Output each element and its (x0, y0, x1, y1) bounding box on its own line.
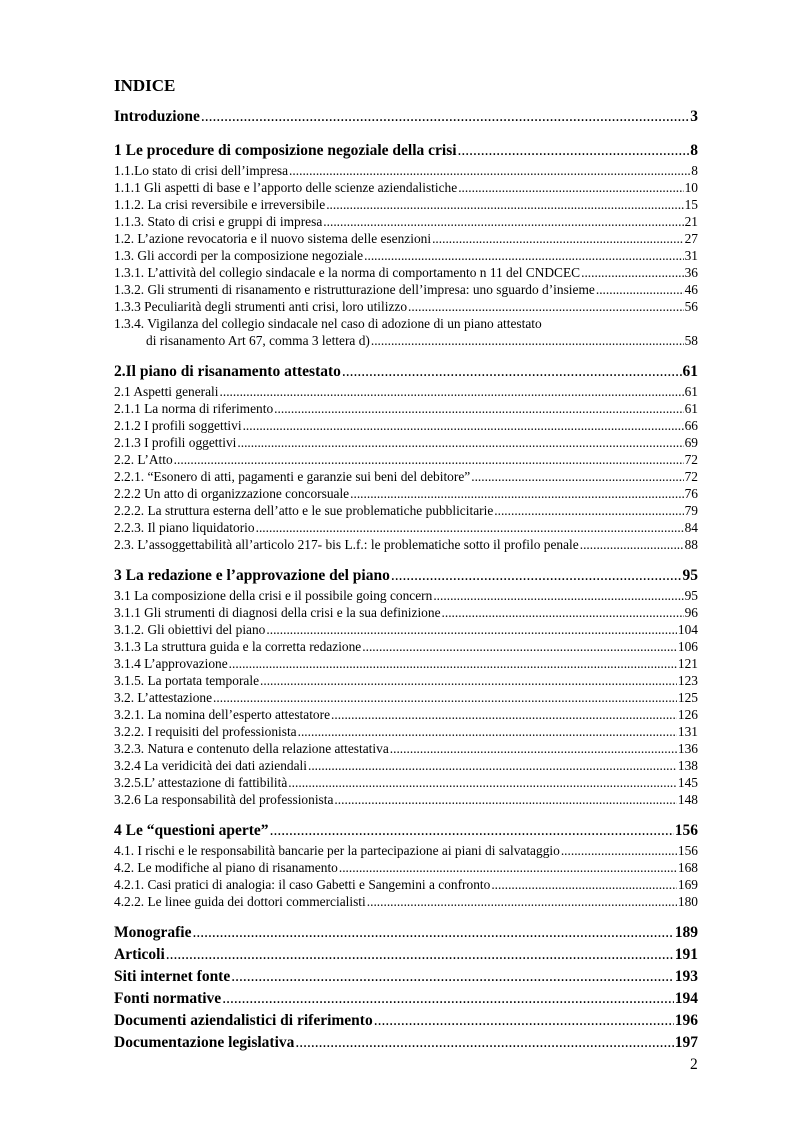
toc-section-entry (114, 213, 698, 230)
toc-chapter-entry (114, 565, 698, 587)
toc-entry-page: 189 (674, 924, 698, 941)
toc-entry-page: 84 (684, 520, 698, 535)
toc-section-entry (114, 723, 698, 740)
index-heading: INDICE (114, 76, 176, 95)
toc-entry-label: 2.1 Aspetti generali (114, 384, 219, 399)
toc-entry-page: 56 (684, 299, 698, 314)
toc-chapter-entry (114, 922, 698, 944)
toc-section-entry (114, 655, 698, 672)
dot-leader (243, 417, 684, 434)
toc-entry-page: 79 (684, 503, 698, 518)
toc-section-entry (114, 638, 698, 655)
toc-section-entry (114, 536, 698, 553)
dot-leader (364, 247, 683, 264)
toc-entry-label: 3.2.6 La responsabilità del professionista (114, 792, 334, 807)
dot-leader (491, 876, 677, 893)
toc-entry-label: 3.2.4 La veridicità dei dati aziendali (114, 758, 307, 773)
toc-entry-label: 1.1.2. La crisi reversibile e irreversibile (114, 197, 326, 212)
toc-entry-label: Monografie (114, 924, 192, 941)
dot-leader (494, 502, 683, 519)
toc-entry-page: 136 (677, 741, 698, 756)
dot-leader (308, 757, 677, 774)
toc-section-entry (114, 706, 698, 723)
toc-entry-page: 148 (677, 792, 698, 807)
toc-entry-label: 1.1.3. Stato di crisi e gruppi di impresa (114, 214, 323, 229)
dot-leader (220, 383, 684, 400)
section-spacer (114, 553, 698, 565)
toc-section-entry (114, 332, 698, 349)
toc-entry-page: 72 (684, 469, 698, 484)
toc-entry-page: 36 (684, 265, 698, 280)
toc-section-entry (114, 281, 698, 298)
toc-entry-label: 3.2.2. I requisiti del professionista (114, 724, 297, 739)
toc-entry-page: 126 (677, 707, 698, 722)
toc-entry-page: 145 (677, 775, 698, 790)
dot-leader (561, 842, 677, 859)
dot-leader (260, 672, 677, 689)
toc-entry-page: 125 (677, 690, 698, 705)
toc-entry-label: 4.2. Le modifiche al piano di risanamento (114, 860, 338, 875)
toc-entry-page: 106 (677, 639, 698, 654)
toc-section-entry (114, 196, 698, 213)
toc-entry-label: 1.3.1. L’attività del collegio sindacale e la norma di comportamento n 11 del CNDCEC (114, 265, 581, 280)
toc-entry-label: 1.3.2. Gli strumenti di risanamento e ristrutturazione dell’impresa: uno sguardo d’insieme (114, 282, 595, 297)
toc-section-entry (114, 179, 698, 196)
dot-leader (174, 451, 684, 468)
dot-leader (408, 298, 684, 315)
toc-entry-page: 123 (677, 673, 698, 688)
dot-leader (289, 162, 690, 179)
dot-leader (596, 281, 684, 298)
toc-entry-label: 1 Le procedure di composizione negoziale della crisi (114, 142, 457, 159)
toc-entry-page: 3 (690, 108, 698, 125)
toc-entry-label: 4.2.2. Le linee guida dei dottori commercialisti (114, 894, 366, 909)
toc-entry-page: 131 (677, 724, 698, 739)
dot-leader (458, 179, 683, 196)
toc-entry-label: Siti internet fonte (114, 968, 231, 985)
toc-section-entry (114, 842, 698, 859)
toc-entry-label: 1.2. L’azione revocatoria e il nuovo sistema delle esenzioni (114, 231, 432, 246)
toc-entry-page: 96 (684, 605, 698, 620)
toc-entry-label: di risanamento Art 67, comma 3 lettera d) (146, 333, 370, 348)
toc-section-entry (114, 672, 698, 689)
toc-entry-label: 4.1. I rischi e le responsabilità bancarie per la partecipazione ai piani di salvataggio (114, 843, 560, 858)
dot-leader (192, 922, 673, 944)
dot-leader (442, 604, 684, 621)
page-number: 2 (690, 1056, 698, 1073)
toc-entry-page: 88 (684, 537, 698, 552)
toc-entry-label: 2.2.2 Un atto di organizzazione concorsuale (114, 486, 350, 501)
toc-entry-page: 31 (684, 248, 698, 263)
dot-leader (166, 944, 674, 966)
toc-entry-page: 15 (684, 197, 698, 212)
dot-leader (288, 774, 677, 791)
toc-section-entry (114, 757, 698, 774)
toc-section-entry (114, 876, 698, 893)
section-spacer (114, 808, 698, 820)
toc-entry-page: 196 (674, 1012, 698, 1029)
toc-section-entry (114, 604, 698, 621)
toc-entry-label: Introduzione (114, 108, 200, 125)
toc-entry-page: 104 (677, 622, 698, 637)
dot-leader (266, 621, 677, 638)
toc-section-entry (114, 400, 698, 417)
dot-leader (237, 434, 683, 451)
dot-leader (580, 536, 684, 553)
toc-chapter-entry (114, 944, 698, 966)
dot-leader (390, 740, 677, 757)
toc-section-entry (114, 859, 698, 876)
section-spacer (114, 128, 698, 140)
toc-entry-page: 138 (677, 758, 698, 773)
toc-section-entry (114, 621, 698, 638)
toc-entry-label: 1.3.3 Peculiarità degli strumenti anti crisi, loro utilizzo (114, 299, 408, 314)
dot-leader (298, 723, 677, 740)
toc-entry-page: 61 (684, 401, 698, 416)
toc-section-entry (114, 247, 698, 264)
toc-entry-page: 95 (684, 588, 698, 603)
toc-section-entry (114, 587, 698, 604)
dot-leader (231, 966, 674, 988)
toc-entry-page: 72 (684, 452, 698, 467)
toc-section-entry (114, 519, 698, 536)
dot-leader (367, 893, 677, 910)
toc-section-entry (114, 791, 698, 808)
toc-entry-label: 3.1.3 La struttura guida e la corretta redazione (114, 639, 362, 654)
dot-leader (362, 638, 677, 655)
toc-entry-page: 46 (684, 282, 698, 297)
toc-entry-page: 180 (677, 894, 698, 909)
toc-section-entry (114, 893, 698, 910)
toc-section-entry (114, 383, 698, 400)
toc-chapter-entry (114, 820, 698, 842)
dot-leader (371, 332, 684, 349)
toc-entry-page: 8 (691, 163, 698, 178)
dot-leader (201, 106, 689, 128)
toc-entry-label: 2.3. L’assoggettabilità all’articolo 217- bis L.f.: le problematiche sotto il profilo penale (114, 537, 579, 552)
toc-entry-label: 2.2.3. Il piano liquidatorio (114, 520, 255, 535)
toc-section-entry (114, 434, 698, 451)
toc-entry-label: 3.1.4 L’approvazione (114, 656, 228, 671)
toc-section-entry (114, 740, 698, 757)
toc-entry-label: 3.2.3. Natura e contenuto della relazione attestativa (114, 741, 389, 756)
dot-leader (270, 820, 674, 842)
toc-entry-label: 4.2.1. Casi pratici di analogia: il caso Gabetti e Sangemini a confronto (114, 877, 491, 892)
toc-entry-label: Documentazione legislativa (114, 1034, 295, 1051)
dot-leader (342, 361, 682, 383)
toc-entry-page: 193 (674, 968, 698, 985)
table-of-contents (114, 106, 698, 1054)
toc-entry-label: 2.Il piano di risanamento attestato (114, 363, 341, 380)
toc-entry-label: 2.2. L’Atto (114, 452, 173, 467)
toc-section-entry (114, 230, 698, 247)
toc-entry-label: Articoli (114, 946, 165, 963)
toc-entry-page: 121 (677, 656, 698, 671)
dot-leader (222, 988, 674, 1010)
toc-chapter-entry (114, 1032, 698, 1054)
dot-leader (229, 655, 677, 672)
toc-chapter-entry (114, 361, 698, 383)
dot-leader (374, 1010, 674, 1032)
toc-entry-page: 197 (674, 1034, 698, 1051)
toc-entry-page: 10 (684, 180, 698, 195)
toc-entry-page: 169 (677, 877, 698, 892)
dot-leader (458, 140, 690, 162)
toc-entry-page: 194 (674, 990, 698, 1007)
toc-entry-label: 3.1.1 Gli strumenti di diagnosi della crisi e la sua definizione (114, 605, 441, 620)
toc-section-entry (114, 417, 698, 434)
section-spacer (114, 349, 698, 361)
toc-entry-label: 1.3. Gli accordi per la composizione negoziale (114, 248, 364, 263)
toc-entry-page: 156 (677, 843, 698, 858)
toc-entry-page: 95 (682, 567, 698, 584)
toc-entry-page: 61 (684, 384, 698, 399)
toc-entry-label: 3.2. L’attestazione (114, 690, 213, 705)
toc-entry-label: 3.1.2. Gli obiettivi del piano (114, 622, 266, 637)
toc-section-entry (114, 502, 698, 519)
toc-entry-label: 2.2.2. La struttura esterna dell’atto e le sue problematiche pubblicitarie (114, 503, 494, 518)
toc-entry-page: 69 (684, 435, 698, 450)
dot-leader (295, 1032, 673, 1054)
toc-section-entry (114, 774, 698, 791)
section-spacer (114, 910, 698, 922)
toc-entry-label: 3.2.5.L’ attestazione di fattibilità (114, 775, 288, 790)
toc-entry-label: 1.1.Lo stato di crisi dell’impresa (114, 163, 289, 178)
toc-chapter-entry (114, 1010, 698, 1032)
dot-leader (432, 230, 684, 247)
toc-chapter-entry (114, 106, 698, 128)
dot-leader (581, 264, 684, 281)
toc-entry-label: Fonti normative (114, 990, 222, 1007)
toc-section-entry (114, 298, 698, 315)
toc-section-entry (114, 485, 698, 502)
toc-entry-label: 2.1.2 I profili soggettivi (114, 418, 242, 433)
toc-entry-page: 156 (674, 822, 698, 839)
toc-entry-label: 3.1.5. La portata temporale (114, 673, 260, 688)
dot-leader (391, 565, 682, 587)
toc-entry-page: 58 (684, 333, 698, 348)
dot-leader (323, 213, 683, 230)
toc-chapter-entry (114, 966, 698, 988)
toc-entry-label: 2.1.1 La norma di riferimento (114, 401, 274, 416)
toc-entry-page: 66 (684, 418, 698, 433)
dot-leader (256, 519, 684, 536)
toc-entry-page: 76 (684, 486, 698, 501)
toc-entry-label: Documenti aziendalistici di riferimento (114, 1012, 373, 1029)
toc-section-entry (114, 162, 698, 179)
toc-entry-page: 191 (674, 946, 698, 963)
toc-entry-page: 168 (677, 860, 698, 875)
toc-entry-label: 3.1 La composizione della crisi e il possibile going concern (114, 588, 433, 603)
toc-entry-label: 2.2.1. “Esonero di atti, pagamenti e garanzie sui beni del debitore” (114, 469, 471, 484)
dot-leader (350, 485, 683, 502)
toc-entry-label: 4 Le “questioni aperte” (114, 822, 269, 839)
toc-section-entry (114, 264, 698, 281)
dot-leader (433, 587, 683, 604)
toc-section-entry (114, 468, 698, 485)
dot-leader (339, 859, 677, 876)
dot-leader (274, 400, 683, 417)
dot-leader (471, 468, 683, 485)
toc-chapter-entry (114, 140, 698, 162)
toc-entry-label: 3 La redazione e l’approvazione del piano (114, 567, 390, 584)
toc-entry-label: 2.1.3 I profili oggettivi (114, 435, 237, 450)
dot-leader (326, 196, 683, 213)
toc-entry-page: 21 (684, 214, 698, 229)
toc-chapter-entry (114, 988, 698, 1010)
toc-entry-page: 8 (690, 142, 698, 159)
dot-leader (334, 791, 676, 808)
toc-entry-page: 61 (682, 363, 698, 380)
toc-section-entry (114, 451, 698, 468)
toc-entry-page: 27 (684, 231, 698, 246)
toc-entry-label: 3.2.1. La nomina dell’esperto attestatore (114, 707, 331, 722)
toc-section-entry (114, 689, 698, 706)
toc-entry-label: 1.1.1 Gli aspetti di base e l’apporto delle scienze aziendalistiche (114, 180, 458, 195)
dot-leader (213, 689, 677, 706)
dot-leader (331, 706, 677, 723)
toc-entry-continued: 1.3.4. Vigilanza del collegio sindacale nel caso di adozione di un piano attestato (114, 316, 542, 331)
